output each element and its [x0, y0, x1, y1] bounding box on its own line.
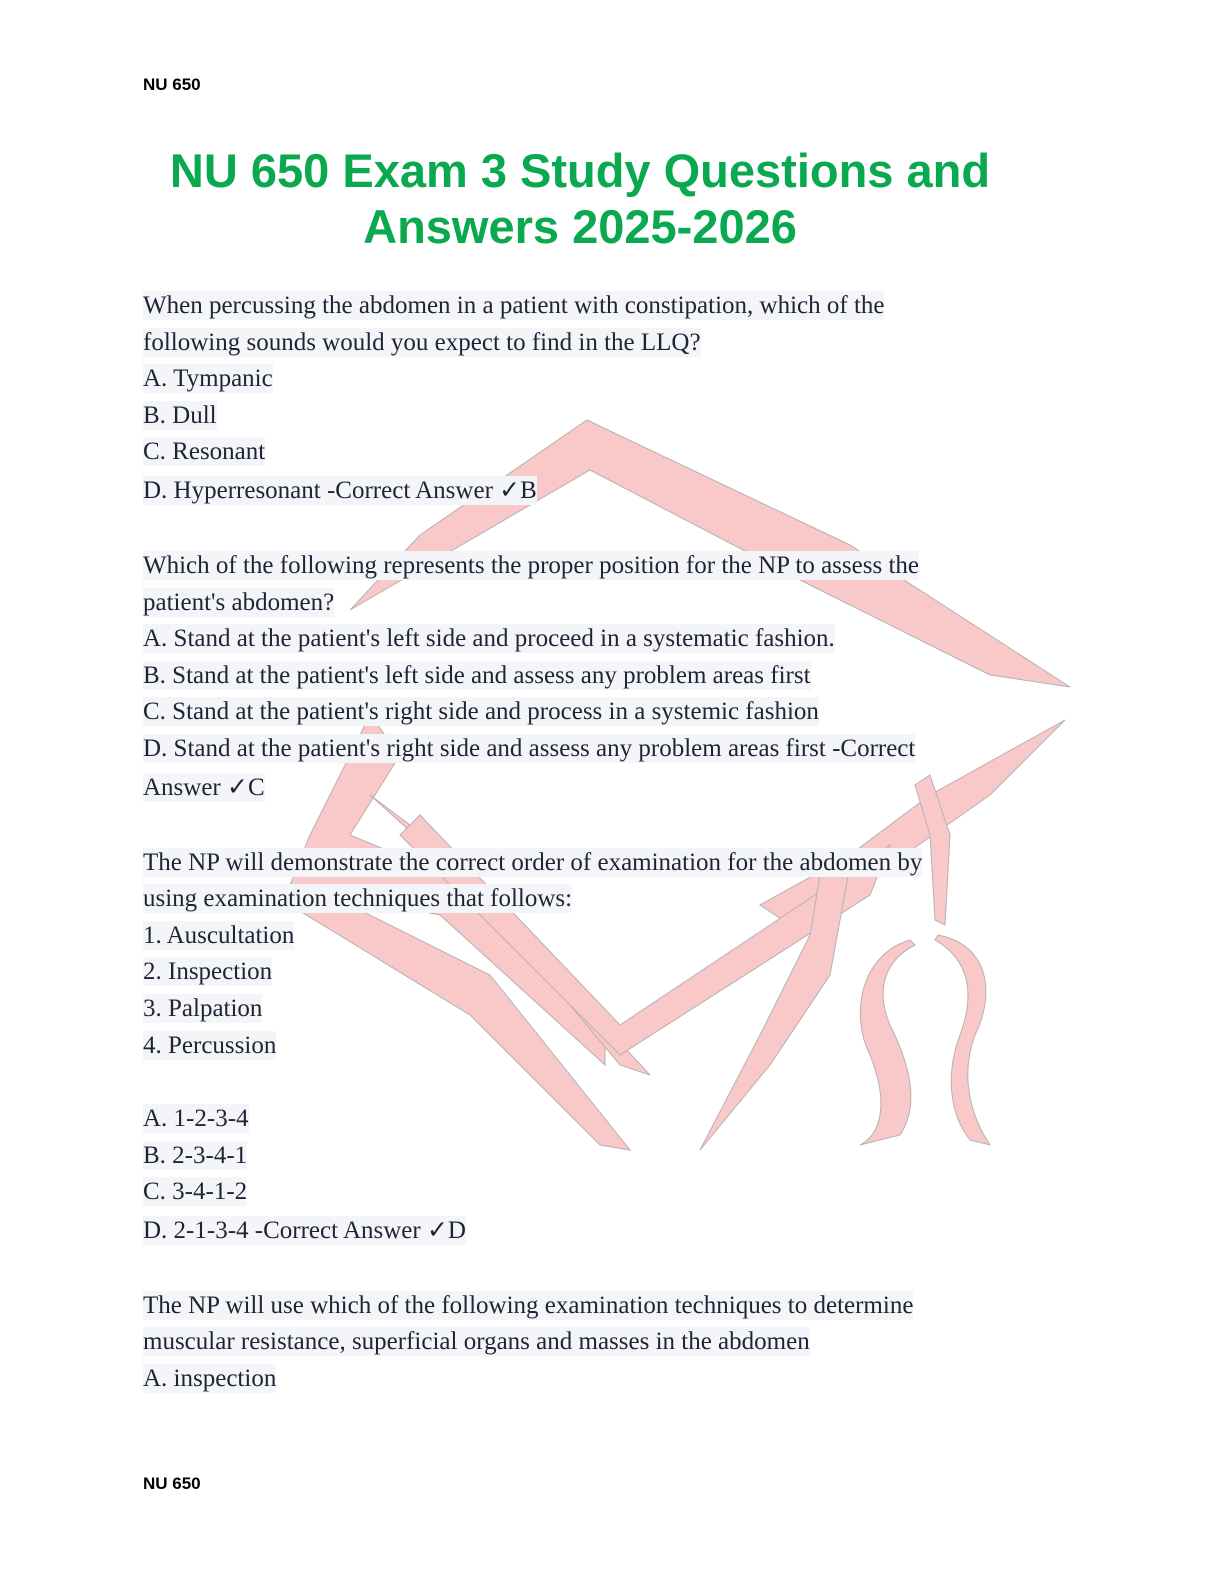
question-stem: following sounds would you expect to find in the LLQ? [143, 328, 701, 356]
question-stem: Which of the following represents the proper position for the NP to assess the [143, 551, 919, 579]
page-header: NU 650 [143, 75, 201, 94]
answer-option-correct: Answer ✓C [143, 773, 265, 801]
answer-option: B. Dull [143, 401, 217, 429]
answer-option: C. Resonant [143, 438, 266, 466]
title-line-2: Answers 2025-2026 [363, 200, 797, 253]
answer-option: C. Stand at the patient's right side and process in a systemic fashion [143, 698, 819, 726]
question-2 [143, 548, 1043, 808]
question-stem: When percussing the abdomen in a patient with constipation, which of the [143, 292, 885, 319]
list-item: 3. Palpation [143, 994, 263, 1022]
answer-option: A. 1-2-3-4 [143, 1105, 249, 1133]
answer-option: C. 3-4-1-2 [143, 1178, 248, 1206]
question-3 [143, 845, 1043, 1251]
question-stem: muscular resistance, superficial organs and masses in the abdomen [143, 1328, 810, 1356]
list-item: 4. Percussion [143, 1031, 277, 1059]
question-list [143, 288, 1043, 1398]
question-stem: The NP will demonstrate the correct order of examination for the abdomen by [143, 848, 923, 876]
question-stem: The NP will use which of the following examination techniques to determine [143, 1291, 914, 1319]
answer-option: B. Stand at the patient's left side and assess any problem areas first [143, 661, 811, 689]
question-1 [143, 288, 1043, 511]
page-footer: NU 650 [143, 1474, 201, 1493]
answer-option-correct: D. Hyperresonant -Correct Answer ✓B [143, 476, 537, 504]
list-item: 1. Auscultation [143, 921, 295, 949]
answer-option: D. Stand at the patient's right side and assess any problem areas first -Correct [143, 734, 916, 762]
title-line-1: NU 650 Exam 3 Study Questions and [169, 144, 991, 197]
answer-option: A. Stand at the patient's left side and proceed in a systematic fashion. [143, 625, 835, 653]
answer-option: B. 2-3-4-1 [143, 1141, 248, 1169]
document-title [140, 143, 1020, 255]
question-stem: using examination techniques that follows: [143, 885, 573, 913]
answer-option: A. inspection [143, 1365, 277, 1393]
list-item: 2. Inspection [143, 958, 273, 986]
answer-option: A. Tympanic [143, 365, 273, 393]
answer-option-correct: D. 2-1-3-4 -Correct Answer ✓D [143, 1216, 466, 1244]
question-4 [143, 1288, 1043, 1398]
question-stem: patient's abdomen? [143, 588, 335, 616]
